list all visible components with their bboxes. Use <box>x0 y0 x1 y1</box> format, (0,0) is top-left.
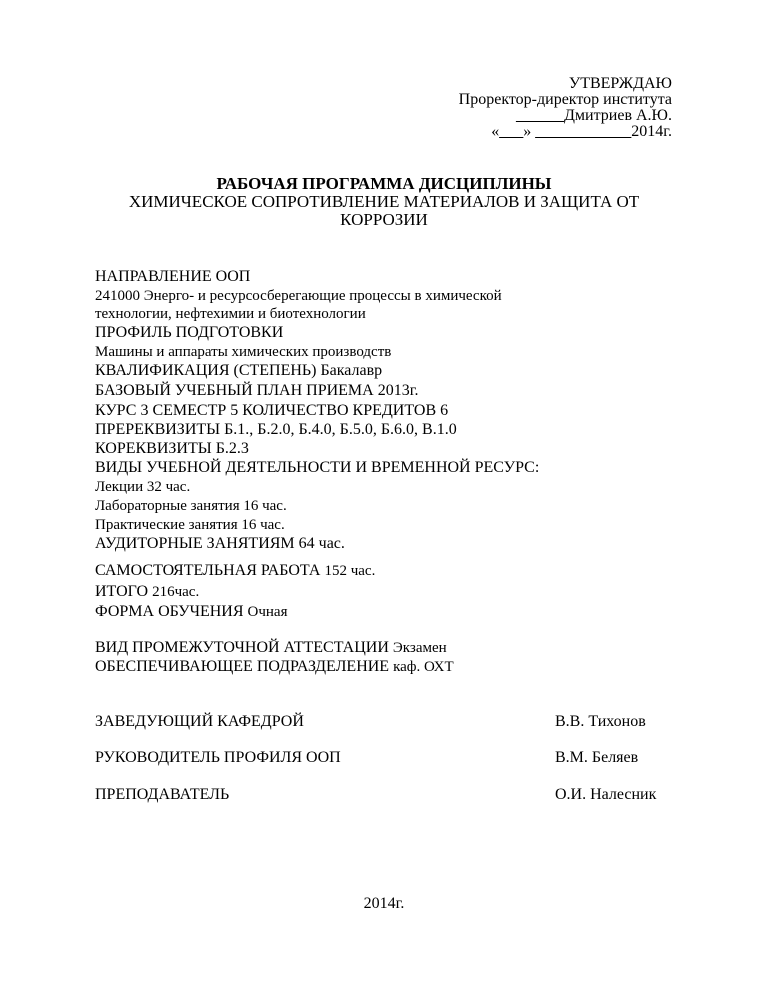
corequisites: КОРЕКВИЗИТЫ Б.2.3 <box>95 440 249 457</box>
date-close-quote: » <box>523 123 532 140</box>
lectures-hours: Лекции 32 час. <box>95 479 191 495</box>
signature-role: ПРЕПОДАВАТЕЛЬ <box>95 786 230 803</box>
department-value: каф. ОХТ <box>393 659 454 675</box>
direction-value-line2: технологии, нефтехимии и биотехнологии <box>95 306 366 322</box>
date-month-blank: ____________ <box>535 123 632 140</box>
date-year: 2014г. <box>631 123 672 140</box>
date-open-quote: « <box>491 123 500 140</box>
practice-hours: Практические занятия 16 час. <box>95 517 285 533</box>
attestation-value: Экзамен <box>392 640 447 656</box>
approver-name: Дмитриев А.Ю. <box>563 107 672 124</box>
date-day-blank: ___ <box>499 123 524 140</box>
department-line <box>95 658 454 676</box>
auditory-hours: АУДИТОРНЫЕ ЗАНЯТИЯМ 64 час. <box>95 535 345 552</box>
approver-signature-line <box>516 108 672 124</box>
total-label: ИТОГО <box>95 583 153 600</box>
approver-position: Проректор-директор института <box>458 91 672 108</box>
signature-name: В.М. Беляев <box>555 749 639 766</box>
study-form-line <box>95 603 288 621</box>
attestation-line <box>95 639 447 657</box>
self-work-line <box>95 562 375 580</box>
labs-hours: Лабораторные занятия 16 час. <box>95 498 287 514</box>
direction-value-line1: 241000 Энерго- и ресурсосберегающие процессы в химической <box>95 288 502 304</box>
signature-spaces <box>532 107 564 124</box>
approve-label: УТВЕРЖДАЮ <box>568 75 672 92</box>
signature-role: ЗАВЕДУЮЩИЙ КАФЕДРОЙ <box>95 713 304 730</box>
signature-blank: __ <box>515 107 532 124</box>
signature-name: В.В. Тихонов <box>555 713 646 730</box>
footer-year: 2014г. <box>363 895 405 912</box>
total-line <box>95 583 199 601</box>
activities-label: ВИДЫ УЧЕБНОЙ ДЕЯТЕЛЬНОСТИ И ВРЕМЕННОЙ РЕСУРС: <box>95 459 540 476</box>
discipline-name: ХИМИЧЕСКОЕ СОПРОТИВЛЕНИЕ МАТЕРИАЛОВ И ЗАЩИТА ОТ КОРРОЗИИ <box>128 192 640 229</box>
direction-label: НАПРАВЛЕНИЕ ООП <box>95 268 251 285</box>
study-form-value: Очная <box>247 604 288 620</box>
self-work-value: 152 час. <box>324 563 376 579</box>
profile-label: ПРОФИЛЬ ПОДГОТОВКИ <box>95 324 284 341</box>
signature-role: РУКОВОДИТЕЛЬ ПРОФИЛЯ ООП <box>95 749 341 766</box>
attestation-label: ВИД ПРОМЕЖУТОЧНОЙ АТТЕСТАЦИИ <box>95 639 393 656</box>
study-form-label: ФОРМА ОБУЧЕНИЯ <box>95 603 248 620</box>
signature-name: О.И. Налесник <box>555 786 657 803</box>
department-label: ОБЕСПЕЧИВАЮЩЕЕ ПОДРАЗДЕЛЕНИЕ <box>95 658 394 675</box>
document-title: РАБОЧАЯ ПРОГРАММА ДИСЦИПЛИНЫ <box>216 174 552 193</box>
self-work-label: САМОСТОЯТЕЛЬНАЯ РАБОТА <box>95 562 325 579</box>
course-info: КУРС 3 СЕМЕСТР 5 КОЛИЧЕСТВО КРЕДИТОВ 6 <box>95 402 449 419</box>
profile-value: Машины и аппараты химических производств <box>95 344 392 360</box>
base-plan: БАЗОВЫЙ УЧЕБНЫЙ ПЛАН ПРИЕМА 2013г. <box>95 382 419 399</box>
total-value: 216час. <box>152 584 200 600</box>
prerequisites: ПРЕРЕКВИЗИТЫ Б.1., Б.2.0, Б.4.0, Б.5.0, Б.6.0, В.1.0 <box>95 421 457 438</box>
approval-date-line <box>491 124 672 140</box>
qualification: КВАЛИФИКАЦИЯ (СТЕПЕНЬ) Бакалавр <box>95 362 383 379</box>
